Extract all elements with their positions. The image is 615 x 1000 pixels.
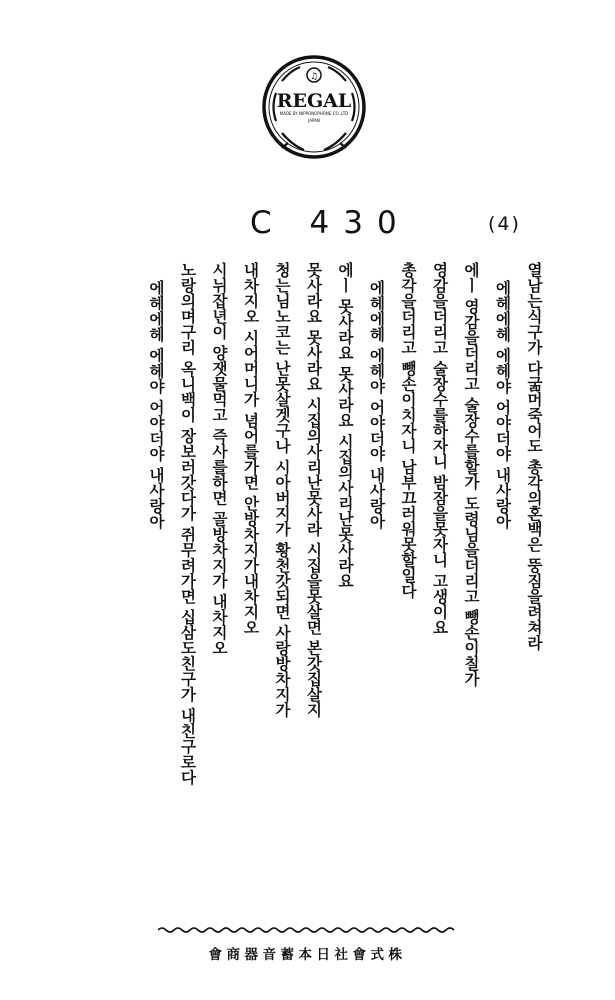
lyric-line-8: 못사라요 못사라요 시집의사리난못사라 시집을못살면 본갓집살지: [304, 262, 323, 718]
lyric-line-2: 에헤에헤 에헤야 어야더야 내사랑아: [493, 280, 512, 529]
lyric-line-10: 내차지오 시어머니가 념어를가면 안방차지가내차지오: [241, 262, 260, 635]
lyric-line-4: 영감을더리고 술장수를하자니 밤잠을못자니 고생이요: [430, 262, 449, 635]
lyric-line-5: 총각을더리고 뺑손이치자니 남부끄러워못할일다: [399, 262, 417, 599]
lyric-line-6: 에헤에헤 에헤야 어야더야 내사랑아: [367, 280, 386, 529]
lyric-line-9: 청는님노코는 난못살겟구나 시아버지가 황천갓되면 사랑방차지가: [273, 262, 291, 718]
publisher-imprint: 會商器音蓄本日社會式株: [208, 947, 407, 963]
regal-logo: [262, 55, 366, 159]
footer-divider: [158, 926, 456, 934]
lyric-line-12: 노랑의며구리 옥니백이 장보러갓다가 쥐무려가면 십삼도친구가 내친구로다: [178, 262, 197, 785]
lyric-line-1: 열남는식구가 다굶머죽어도 총각의혼백은 뚱짐을려쳐라: [525, 262, 543, 651]
lyric-line-7: 에ㅣ 못사라요 못사라요 시집의사리난못사라요: [336, 262, 354, 589]
lyric-line-11: 시뉘잡년이 양잿물먹고 즉사를하면 골방차지가 내차지오: [210, 262, 228, 656]
lyric-line-13: 에헤에헤 에헤야 어야더야 내사랑아: [147, 280, 165, 529]
page-number: (4): [488, 213, 521, 235]
lyrics-block: [136, 262, 546, 902]
logo-origin: JAPAN: [308, 118, 320, 123]
catalog-number: C 430: [250, 205, 411, 241]
svg-text:♫: ♫: [309, 72, 319, 82]
logo-brand: REGAL: [276, 90, 352, 112]
record-label-icon: [262, 55, 366, 159]
logo-tagline: MADE BY NIPPONOPHONE CO.,LTD: [279, 111, 349, 116]
lyric-line-3: 에ㅣ 영감을더리고 술장수를할가 도령님을더리고 뺑손이칠가: [462, 262, 480, 687]
